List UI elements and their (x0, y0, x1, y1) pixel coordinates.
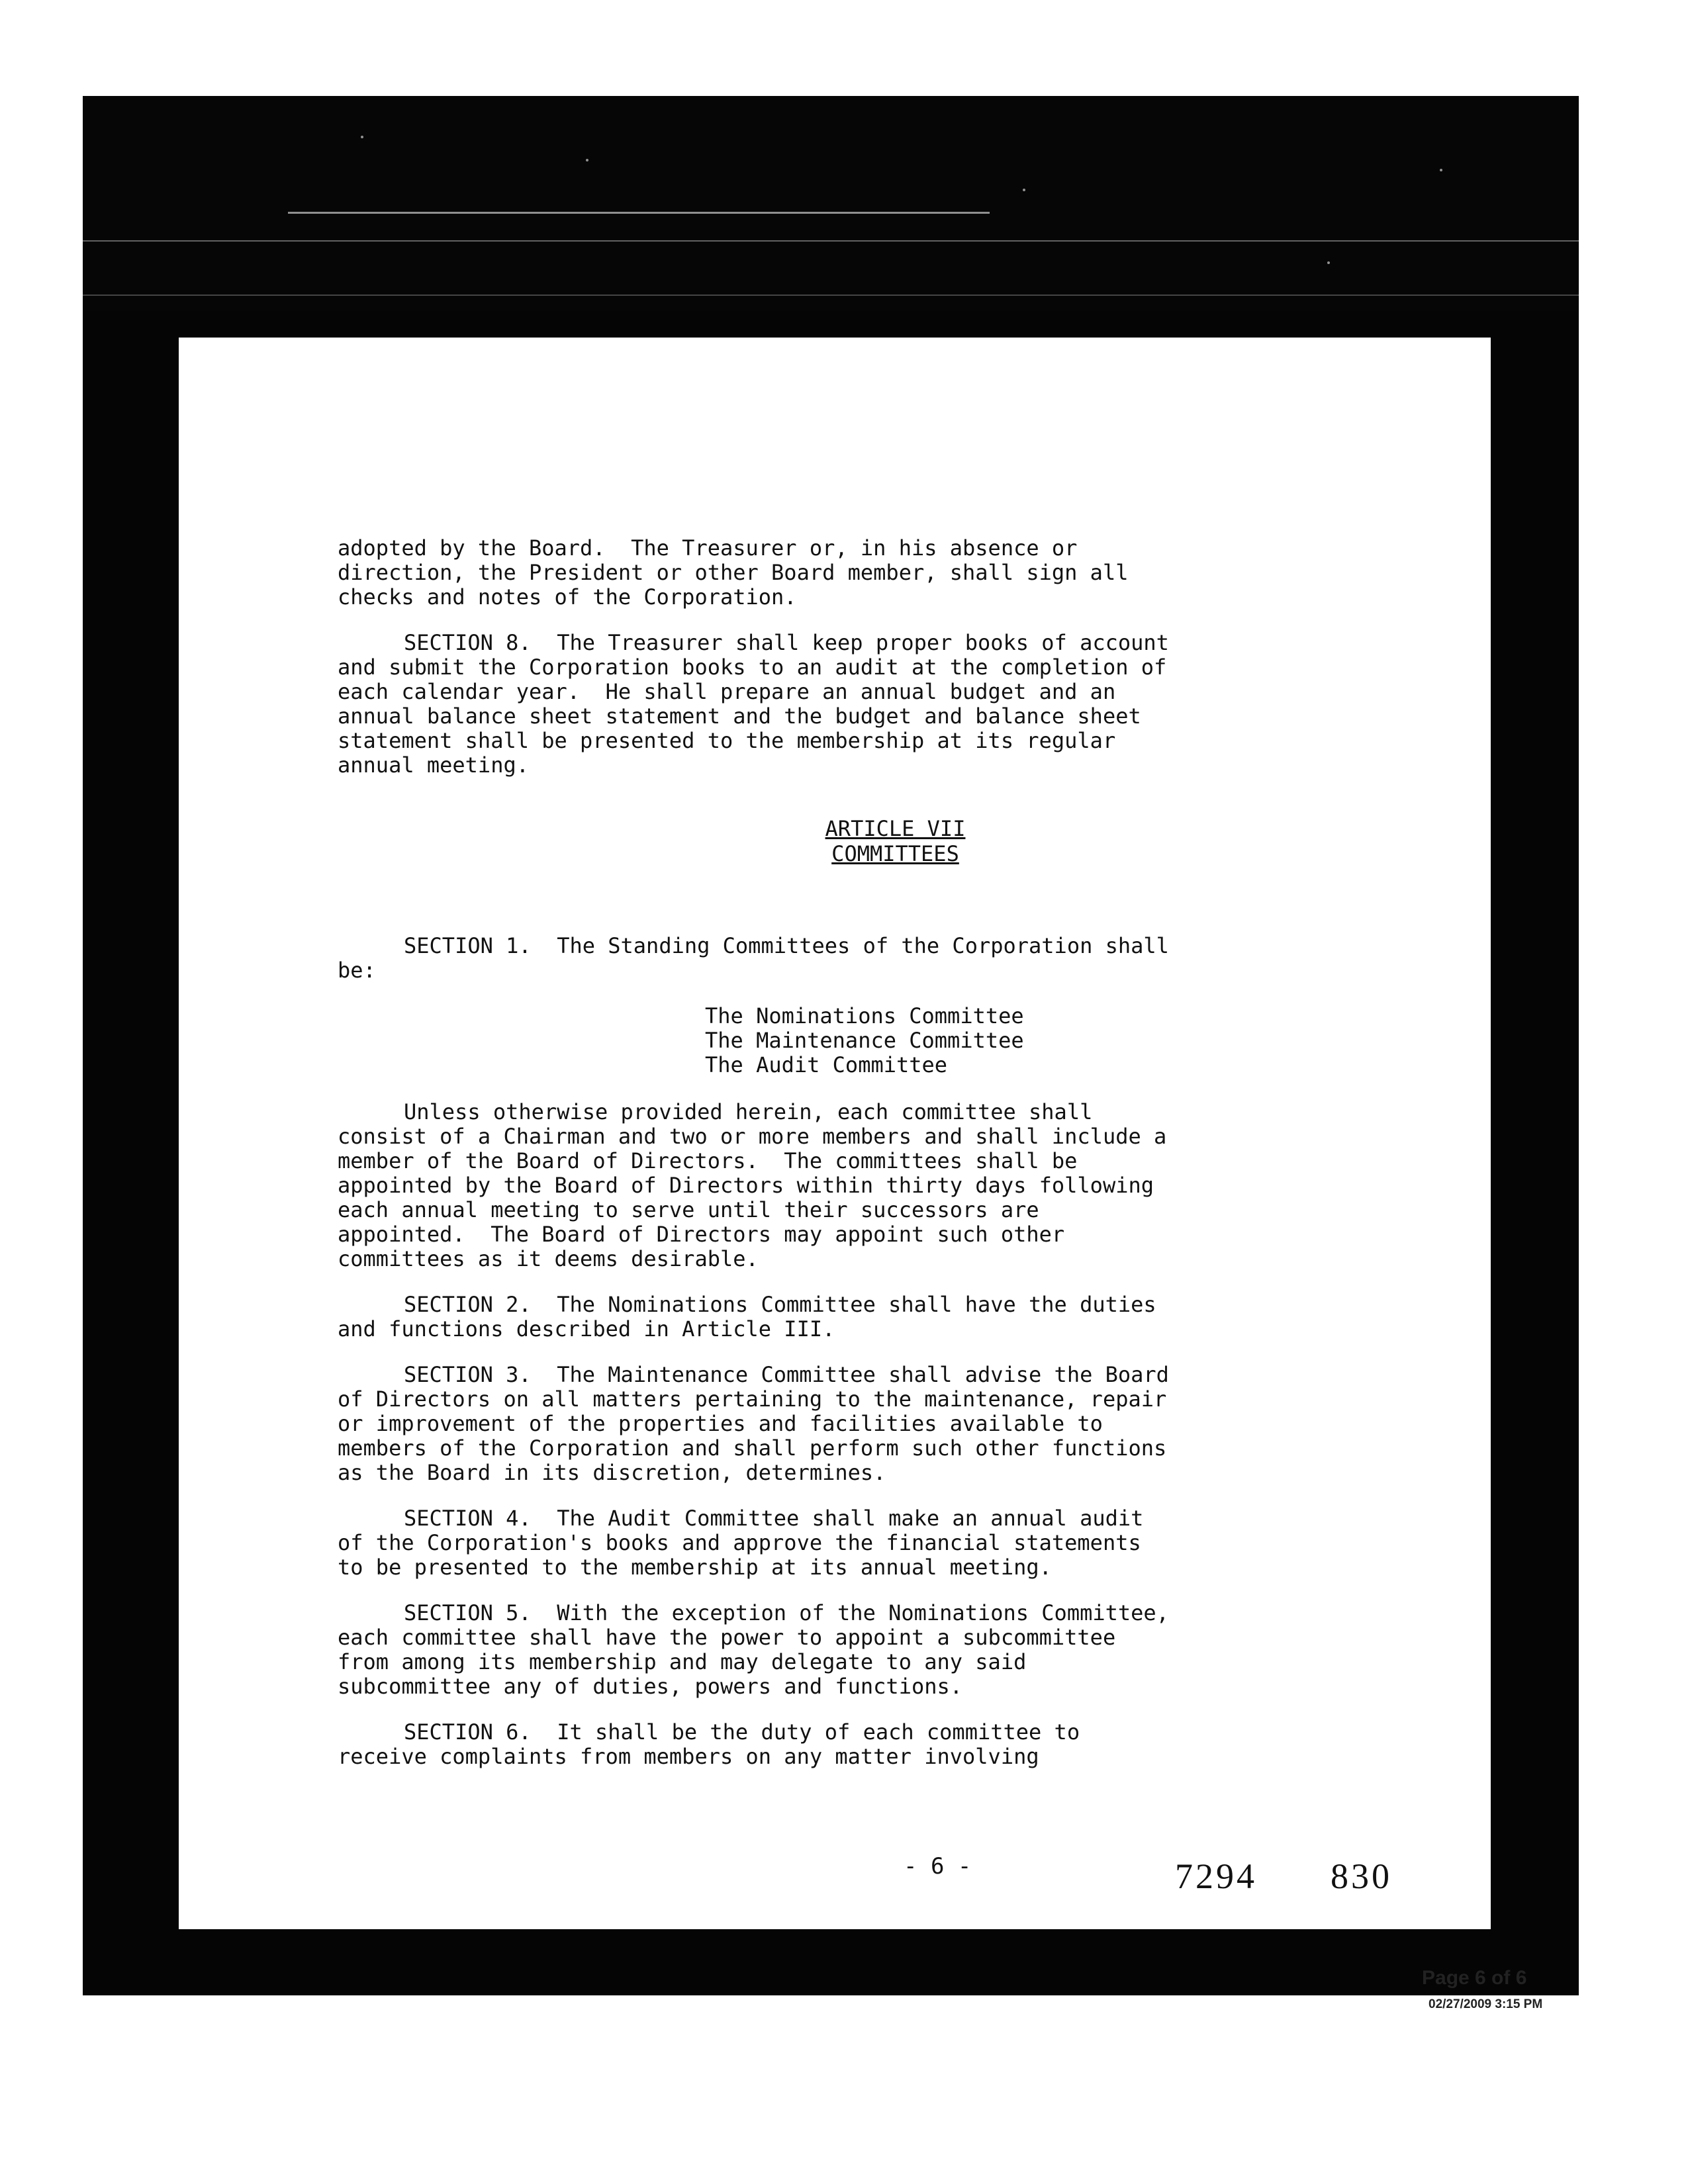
scan-rule (288, 212, 990, 214)
article-heading (338, 816, 1278, 866)
list-item: The Nominations Committee (705, 1003, 1024, 1028)
paragraph-section-4: SECTION 4. The Audit Committee shall make an annual audit of the Corporation's books and approve the financial statements to be presented to the membership at its annual meeting. (338, 1506, 1144, 1580)
paragraph-treasurer-signing: adopted by the Board. The Treasurer or, in his absence or direction, the President or other Board member, shall sign all checks and notes of the Corporation. (338, 535, 1129, 610)
paragraph-section-5: SECTION 5. With the exception of the Nominations Committee, each committee shall have the power to appoint a subcommittee from among its membership and may delegate to any said subcommittee any of duties, powers and functions. (338, 1600, 1169, 1699)
recording-stamp-page: 830 (1331, 1856, 1392, 1896)
paragraph-section-1: SECTION 1. The Standing Committees of the Corporation shall be: (338, 933, 1169, 983)
paragraph-section-3: SECTION 3. The Maintenance Committee shall advise the Board of Directors on all matters pertaining to the maintenance, repair or improvement of the properties and facilities available to members of the Corporation and shall perform such other functions as the Board in its discretion, determines. (338, 1362, 1169, 1485)
print-timestamp: 02/27/2009 3:15 PM (1429, 1997, 1543, 2011)
paragraph-section-2: SECTION 2. The Nominations Committee shall have the duties and functions described in Article III. (338, 1292, 1156, 1342)
scan-speck (586, 159, 588, 161)
page-label: Page 6 of 6 (1422, 1967, 1527, 1989)
scan-speck (1327, 261, 1330, 264)
scan-rule (83, 240, 1579, 242)
paragraph-section-6: SECTION 6. It shall be the duty of each committee to receive complaints from members on any matter involving (338, 1719, 1080, 1769)
list-item: The Audit Committee (705, 1052, 948, 1077)
scan-rule (83, 295, 1579, 296)
scan-header-band (83, 96, 1579, 311)
scan-speck (1440, 169, 1442, 171)
paragraph-section-8: SECTION 8. The Treasurer shall keep proper books of account and submit the Corporation books to an audit at the completion of each calendar year. He shall prepare an annual budget and an annual balance sheet statement and the budget and balance sheet statement shall be presented to the membership at its regular annual meeting. (338, 630, 1169, 778)
article-number: ARTICLE VII (825, 816, 966, 841)
paragraph-committee-composition: Unless otherwise provided herein, each committee shall consist of a Chairman and two or more members and shall include a member of the Board of Directors. The committees shall be appointed by the Board of Directors within thirty days following each annual meeting to serve until their successors are appointed. The Board of Directors may appoint such other committees as it deems desirable. (338, 1099, 1167, 1271)
scan-speck (1023, 189, 1025, 191)
document-body (338, 536, 1278, 1790)
committee-list (338, 1004, 1278, 1077)
list-item: The Maintenance Committee (705, 1028, 1024, 1053)
document-page (179, 338, 1491, 1929)
scan-frame (83, 96, 1579, 1995)
page-number: - 6 - (904, 1853, 972, 1880)
recording-stamp-book: 7294 (1175, 1856, 1257, 1896)
article-title: COMMITTEES (831, 841, 959, 866)
scan-speck (361, 136, 363, 138)
